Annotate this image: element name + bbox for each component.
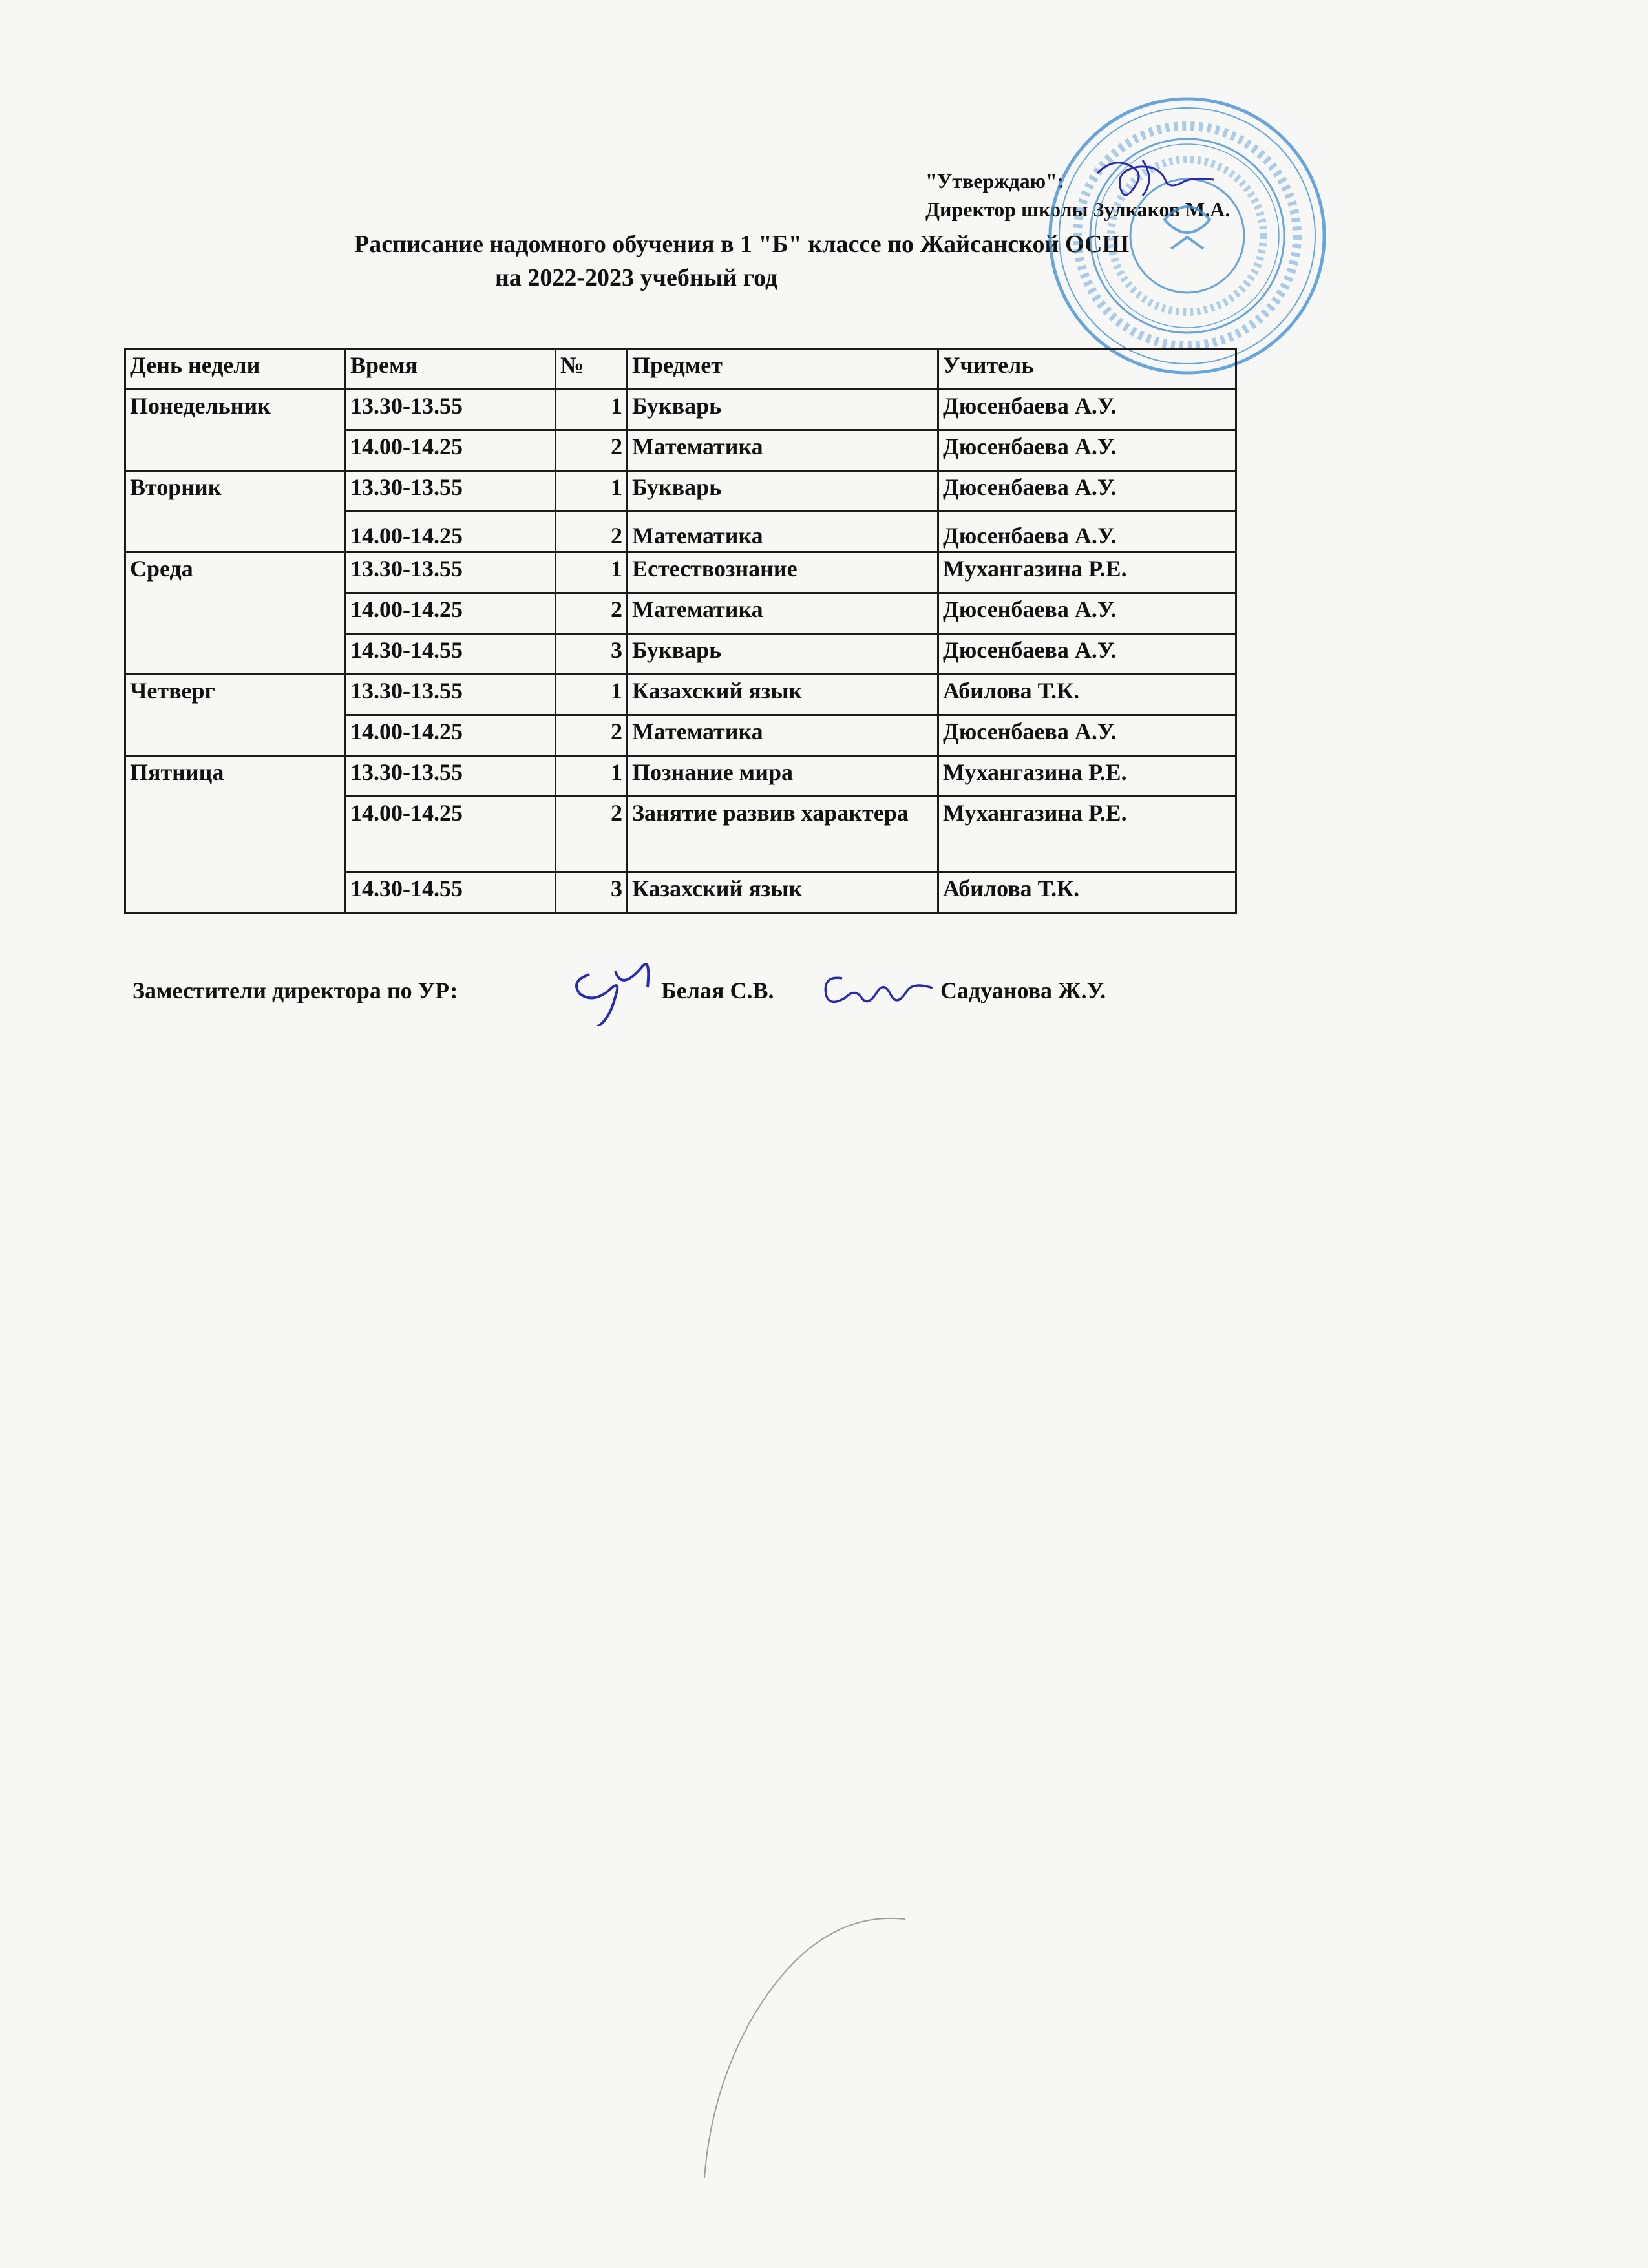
number-cell: 2: [556, 593, 628, 634]
pencil-stroke-icon: [698, 1913, 918, 2184]
deputy-signature-2-icon: [819, 965, 936, 1011]
time-cell: 13.30-13.55: [346, 675, 556, 715]
teacher-cell: Дюсенбаева А.У.: [938, 634, 1236, 675]
time-cell: 14.00-14.25: [346, 797, 556, 872]
table-row: [125, 390, 1236, 430]
time-cell: 13.30-13.55: [346, 471, 556, 512]
subject-cell: Математика: [628, 512, 938, 552]
time-cell: 13.30-13.55: [346, 390, 556, 430]
subject-cell: Познание мира: [628, 756, 938, 797]
teacher-cell: Мухангазина Р.Е.: [938, 756, 1236, 797]
header-time: Время: [346, 349, 556, 390]
teacher-cell: Мухангазина Р.Е.: [938, 797, 1236, 872]
header-subject: Предмет: [628, 349, 938, 390]
teacher-cell: Дюсенбаева А.У.: [938, 512, 1236, 552]
time-cell: 13.30-13.55: [346, 756, 556, 797]
teacher-cell: Дюсенбаева А.У.: [938, 430, 1236, 471]
subject-cell: Математика: [628, 430, 938, 471]
time-cell: 14.00-14.25: [346, 512, 556, 552]
number-cell: 1: [556, 471, 628, 512]
deputy-signature-1-icon: [564, 955, 660, 1026]
director-signature-icon: [1091, 147, 1220, 205]
table-row: [125, 756, 1236, 797]
day-cell: Среда: [125, 552, 346, 675]
time-cell: 14.00-14.25: [346, 430, 556, 471]
number-cell: 1: [556, 756, 628, 797]
subject-cell: Занятие развив характера: [628, 797, 938, 872]
table-row: [125, 675, 1236, 715]
number-cell: 2: [556, 715, 628, 756]
deputy-name-2: Садуанова Ж.У.: [940, 978, 1106, 1003]
teacher-cell: Дюсенбаева А.У.: [938, 593, 1236, 634]
subject-cell: Естествознание: [628, 552, 938, 593]
deputies-label: Заместители директора по УР:: [132, 978, 458, 1003]
day-cell: Четверг: [125, 675, 346, 756]
number-cell: 3: [556, 872, 628, 913]
approval-line: "Утверждаю":: [925, 169, 1064, 193]
time-cell: 14.00-14.25: [346, 593, 556, 634]
number-cell: 2: [556, 512, 628, 552]
time-cell: 14.30-14.55: [346, 634, 556, 675]
subject-cell: Математика: [628, 593, 938, 634]
table-header-row: [125, 349, 1236, 390]
title-line-2: на 2022-2023 учебный год: [495, 264, 778, 291]
subject-cell: Букварь: [628, 390, 938, 430]
number-cell: 1: [556, 390, 628, 430]
school-stamp-icon: [1042, 90, 1333, 381]
time-cell: 14.30-14.55: [346, 872, 556, 913]
number-cell: 1: [556, 552, 628, 593]
director-line: Директор школы Зулкаков М.А.: [925, 198, 1231, 221]
day-cell: Понедельник: [125, 390, 346, 471]
teacher-cell: Абилова Т.К.: [938, 872, 1236, 913]
table-row: [125, 552, 1236, 593]
teacher-cell: Дюсенбаева А.У.: [938, 390, 1236, 430]
header-teacher: Учитель: [938, 349, 1236, 390]
day-cell: Вторник: [125, 471, 346, 552]
number-cell: 2: [556, 797, 628, 872]
time-cell: 14.00-14.25: [346, 715, 556, 756]
title-line-1: Расписание надомного обучения в 1 "Б" классе по Жайсанской ОСШ: [354, 231, 1130, 258]
teacher-cell: Дюсенбаева А.У.: [938, 471, 1236, 512]
subject-cell: Букварь: [628, 471, 938, 512]
table-row: [125, 471, 1236, 512]
schedule-table: [124, 348, 1237, 914]
day-cell: Пятница: [125, 756, 346, 913]
subject-cell: Казахский язык: [628, 675, 938, 715]
subject-cell: Математика: [628, 715, 938, 756]
deputy-name-1: Белая С.В.: [661, 978, 774, 1003]
subject-cell: Казахский язык: [628, 872, 938, 913]
subject-cell: Букварь: [628, 634, 938, 675]
teacher-cell: Мухангазина Р.Е.: [938, 552, 1236, 593]
teacher-cell: Абилова Т.К.: [938, 675, 1236, 715]
number-cell: 1: [556, 675, 628, 715]
number-cell: 3: [556, 634, 628, 675]
teacher-cell: Дюсенбаева А.У.: [938, 715, 1236, 756]
header-day: День недели: [125, 349, 346, 390]
time-cell: 13.30-13.55: [346, 552, 556, 593]
number-cell: 2: [556, 430, 628, 471]
header-number: №: [556, 349, 628, 390]
